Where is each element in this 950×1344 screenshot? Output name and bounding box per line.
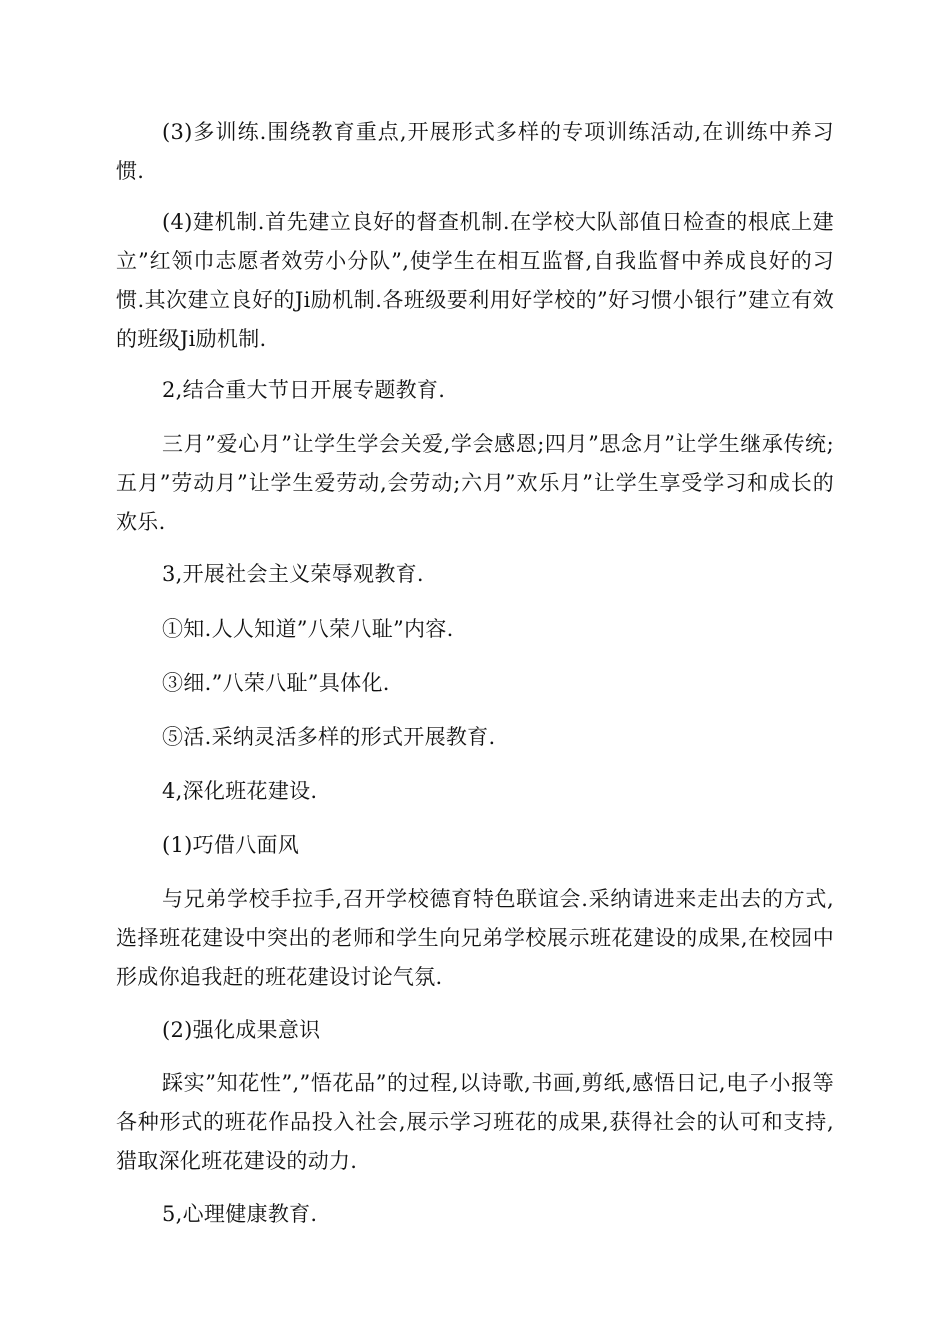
list-item-detail: ③细.”八荣八耻”具体化.	[162, 671, 390, 695]
paragraph-school-partnership: 与兄弟学校手拉手,召开学校德育特色联谊会.采纳请进来走出去的方式,选择班花建设中突出的老师和学生向兄弟学校展示班花建设的成果,在校园中形成你追我赶的班花建设讨论气氛.	[116, 887, 834, 989]
paragraph-training: (3)多训练.围绕教育重点,开展形式多样的专项训练活动,在训练中养习惯.	[116, 120, 834, 183]
heading-festival-education: 2,结合重大节日开展专题教育.	[162, 378, 446, 402]
paragraph-monthly-themes: 三月”爱心月”让学生学会关爱,学会感恩;四月”思念月”让学生继承传统;五月”劳动月”让学生爱劳动,会劳动;六月”欢乐月”让学生享受学习和成长的欢乐.	[116, 432, 834, 534]
list-item-know: ①知.人人知道”八荣八耻”内容.	[162, 617, 454, 641]
subheading-achievement: (2)强化成果意识	[162, 1018, 321, 1042]
heading-mental-health: 5,心理健康教育.	[162, 1202, 318, 1226]
paragraph-flower-works: 踩实”知花性”,”悟花品”的过程,以诗歌,书画,剪纸,感悟日记,电子小报等各种形式的班花作品投入社会,展示学习班花的成果,获得社会的认可和支持,猎取深化班花建设的动力.	[116, 1071, 834, 1173]
paragraph-mechanism: (4)建机制.首先建立良好的督查机制.在学校大队部值日检查的根底上建立”红领巾志愿者效劳小分队”,使学生在相互监督,自我监督中养成良好的习惯.其次建立良好的Ji励机制.各班级要利用好学校的”好习惯小银行”建立有效的班级Ji励机制.	[116, 210, 834, 351]
subheading-borrow-wind: (1)巧借八面风	[162, 833, 300, 857]
heading-honor-education: 3,开展社会主义荣辱观教育.	[162, 562, 424, 586]
heading-class-flower: 4,深化班花建设.	[162, 779, 318, 803]
list-item-flexible: ⑤活.采纳灵活多样的形式开展教育.	[162, 725, 496, 749]
